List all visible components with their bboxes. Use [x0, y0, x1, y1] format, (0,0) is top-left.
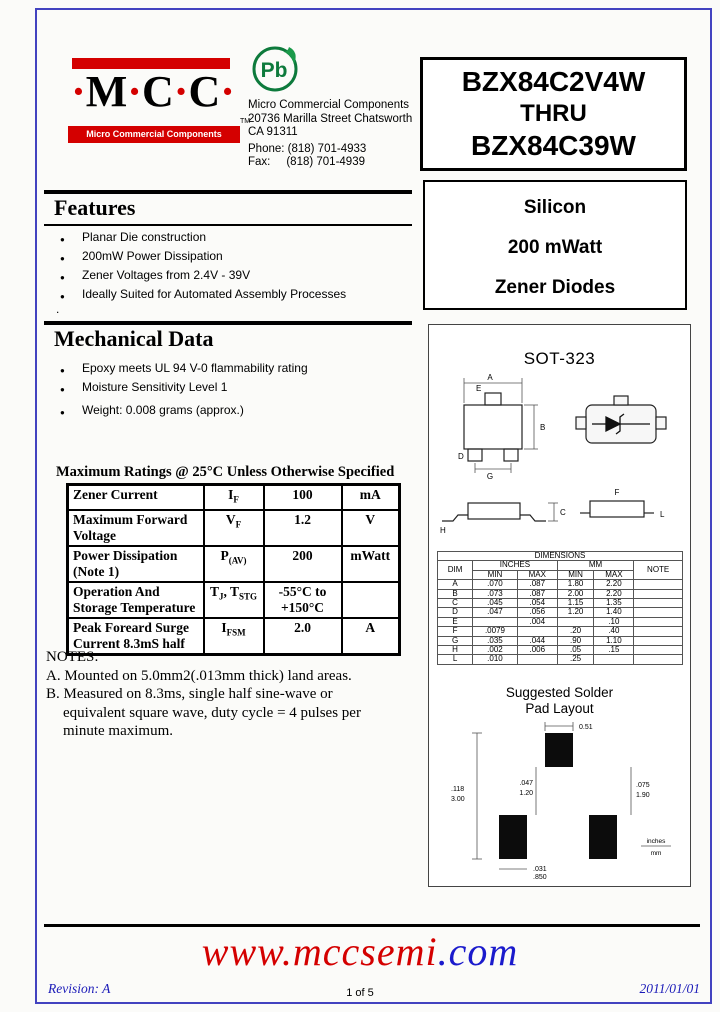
- dims-header-row: [438, 552, 683, 561]
- logo-tm: TM: [240, 118, 251, 125]
- dims-col-mm: MM: [557, 561, 634, 570]
- dim-letter-h: H: [440, 526, 446, 535]
- unit-cell: [342, 582, 400, 618]
- website-segment: .com: [437, 929, 519, 974]
- company-address: [248, 99, 428, 170]
- pad-dim-label: 1.90: [636, 792, 650, 799]
- ratings-row: [68, 485, 400, 510]
- dim-letter-e: E: [476, 384, 482, 393]
- dims-col-max: MAX: [517, 570, 557, 579]
- pad-dim-label: 3.00: [451, 796, 465, 803]
- section-rule: [44, 190, 412, 194]
- bullet-icon: ●: [60, 292, 65, 301]
- unit-cell: mA: [342, 485, 400, 510]
- feature-item: [58, 269, 410, 282]
- pad-dim-label: 1.20: [519, 790, 533, 797]
- logo-char: C: [141, 67, 174, 116]
- website-segment: www.: [201, 929, 293, 974]
- value-cell: 2.0: [264, 618, 342, 655]
- dims-col-inches: INCHES: [473, 561, 558, 570]
- logo-char: ·: [173, 67, 189, 116]
- mechanical-label: Moisture Sensitivity Level 1: [82, 380, 228, 394]
- dim-letter-d: D: [458, 452, 464, 461]
- logo-char: M: [85, 67, 128, 116]
- note-line: A. Mounted on 5.0mm2(.013mm thick) land areas.: [46, 667, 352, 684]
- pad-layout-title: Suggested Solder Pad Layout: [505, 685, 614, 716]
- mechanical-item: [58, 381, 410, 394]
- part-number-first: BZX84C2V4W: [461, 66, 646, 97]
- features-title: Features: [54, 195, 136, 220]
- dims-row: A .070 .087 1.80 2.20: [438, 580, 683, 589]
- dim-letter-b: B: [540, 423, 546, 432]
- ratings-row: [68, 582, 400, 618]
- dim-letter-a: A: [487, 373, 493, 382]
- package-name: SOT-323: [523, 349, 596, 368]
- symbol-cell: $I_{FSM}$: [204, 618, 264, 655]
- logo-tagline: Micro Commercial Components: [86, 129, 222, 139]
- symbol-cell: $I_F$: [204, 485, 264, 510]
- mechanical-label: Epoxy meets UL 94 V-0 flammability rating: [82, 361, 308, 375]
- phone-line: Phone: (818) 701-4933: [248, 142, 367, 155]
- section-rule: [44, 224, 412, 226]
- logo-tagline-bar: [68, 126, 240, 143]
- features-list: [58, 231, 410, 307]
- logo-wordmark: [64, 66, 242, 118]
- dims-col-max: MAX: [594, 570, 634, 579]
- pad-dim-label: 0.51: [579, 724, 593, 731]
- dim-letter-g: G: [486, 472, 494, 481]
- bullet-icon: ●: [60, 235, 65, 244]
- solder-pad-drawing: [441, 719, 677, 879]
- param-cell: Power Dissipation (Note 1): [68, 546, 204, 582]
- pbfree-icon: [249, 41, 303, 100]
- feature-label: Planar Die construction: [82, 230, 207, 244]
- max-ratings-table: [66, 483, 401, 656]
- section-rule: [44, 321, 412, 325]
- feature-item: [58, 231, 410, 244]
- bullet-icon: ●: [60, 408, 65, 417]
- dims-col-note: NOTE: [634, 561, 683, 580]
- note-line: minute maximum.: [63, 723, 173, 739]
- mechanical-item: [58, 362, 410, 375]
- pad-units-legend: mm: [650, 850, 662, 857]
- device-label: Zener Diodes: [494, 277, 616, 298]
- footer-rule: [44, 924, 700, 927]
- package-panel: [428, 324, 691, 887]
- dims-col-dim: DIM: [438, 561, 473, 580]
- feature-label: 200mW Power Dissipation: [82, 249, 223, 263]
- value-cell: 200: [264, 546, 342, 582]
- thru-label: THRU: [520, 100, 587, 127]
- dims-col-min: MIN: [557, 570, 594, 579]
- bullet-icon: ●: [60, 273, 65, 282]
- dims-row: C .045 .054 1.15 1.35: [438, 598, 683, 607]
- bullet-icon: ●: [60, 366, 65, 375]
- mechanical-label: Weight: 0.008 grams (approx.): [82, 403, 244, 417]
- device-type-box: [423, 180, 687, 310]
- ratings-row: [68, 546, 400, 582]
- dims-row: L .010 .25: [438, 655, 683, 664]
- dims-header-row: [438, 561, 683, 570]
- unit-cell: V: [342, 510, 400, 546]
- pbfree-label: Pb: [260, 59, 288, 82]
- website-segment: mccsemi: [292, 929, 438, 974]
- symbol-cell: $T_J$, $T_{STG}$: [204, 582, 264, 618]
- param-cell: Peak Foreard Surge Current 8.3mS half: [68, 618, 204, 655]
- dimensions-table: [437, 551, 683, 665]
- part-number-last: BZX84C39W: [471, 130, 636, 161]
- mechanical-list: [58, 362, 410, 423]
- revision-label: Revision: A: [48, 981, 111, 996]
- param-cell: Maximum Forward Voltage: [68, 510, 204, 546]
- dim-letter-c: C: [560, 508, 566, 517]
- unit-cell: A: [342, 618, 400, 655]
- dims-row: F .0079 .20 .40: [438, 627, 683, 636]
- dims-title: DIMENSIONS: [438, 552, 683, 561]
- fax-line: Fax: (818) 701-4939: [248, 156, 365, 168]
- address-line: CA 91311: [248, 126, 298, 138]
- ratings-title: Maximum Ratings @ 25°C Unless Otherwise Specified: [56, 464, 395, 480]
- dim-letter-f: F: [614, 488, 620, 497]
- feature-item: [58, 250, 410, 263]
- website-text: [0, 928, 720, 975]
- dims-row: G .035 .044 .90 1.10: [438, 636, 683, 645]
- dims-row: B .073 .087 2.00 2.20: [438, 589, 683, 598]
- value-cell: -55°C to +150°C: [264, 582, 342, 618]
- pad-dim-label: .118: [451, 786, 465, 793]
- logo-char: ·: [71, 67, 86, 116]
- pad-dim-label: .047: [519, 780, 533, 787]
- logo-char: ·: [220, 67, 235, 116]
- value-cell: 1.2: [264, 510, 342, 546]
- mechanical-item: [58, 404, 410, 417]
- symbol-cell: $P_{(AV)}$: [204, 546, 264, 582]
- package-outline-drawing: [434, 371, 686, 551]
- address-line: 20736 Marilla Street Chatsworth: [248, 112, 413, 125]
- notes-block: [46, 648, 412, 741]
- feature-label: Ideally Suited for Automated Assembly Processes: [82, 287, 347, 301]
- power-label: 200 mWatt: [507, 237, 603, 258]
- dim-letter-l: L: [660, 510, 665, 519]
- page-number: 1 of 5: [346, 987, 374, 999]
- pad-dim-label: .850: [533, 874, 547, 879]
- feature-label: Zener Voltages from 2.4V - 39V: [82, 268, 251, 282]
- pad-dim-label: .075: [636, 782, 650, 789]
- material-label: Silicon: [523, 197, 587, 218]
- pad-units-legend: inches: [646, 838, 666, 845]
- bullet-icon: ●: [60, 385, 65, 394]
- pad-dim-label: .031: [533, 866, 547, 873]
- date-label: 2011/01/01: [639, 981, 700, 996]
- param-cell: Zener Current: [68, 485, 204, 510]
- dims-row: H .002 .006 .05 .15: [438, 645, 683, 654]
- note-line: B. Measured on 8.3ms, single half sine-wave or: [46, 686, 333, 702]
- stray-dot: .: [56, 302, 60, 316]
- symbol-cell: $V_F$: [204, 510, 264, 546]
- note-line: equivalent square wave, duty cycle = 4 pulses per: [63, 704, 361, 721]
- notes-title: NOTES:: [46, 649, 99, 665]
- bullet-icon: ●: [60, 254, 65, 263]
- unit-cell: mWatt: [342, 546, 400, 582]
- value-cell: 100: [264, 485, 342, 510]
- logo-char: ·: [127, 67, 142, 116]
- logo-char: C: [188, 67, 221, 116]
- mechanical-title: Mechanical Data: [54, 326, 214, 351]
- part-number-box: [420, 57, 687, 171]
- dims-row: E .004 .10: [438, 617, 683, 626]
- address-line: Micro Commercial Components: [248, 99, 410, 111]
- mcc-logo: [64, 56, 251, 146]
- dims-col-min: MIN: [473, 570, 518, 579]
- feature-item: [58, 288, 410, 301]
- param-cell: Operation And Storage Temperature: [68, 582, 204, 618]
- ratings-row: [68, 510, 400, 546]
- dims-row: D .047 .056 1.20 1.40: [438, 608, 683, 617]
